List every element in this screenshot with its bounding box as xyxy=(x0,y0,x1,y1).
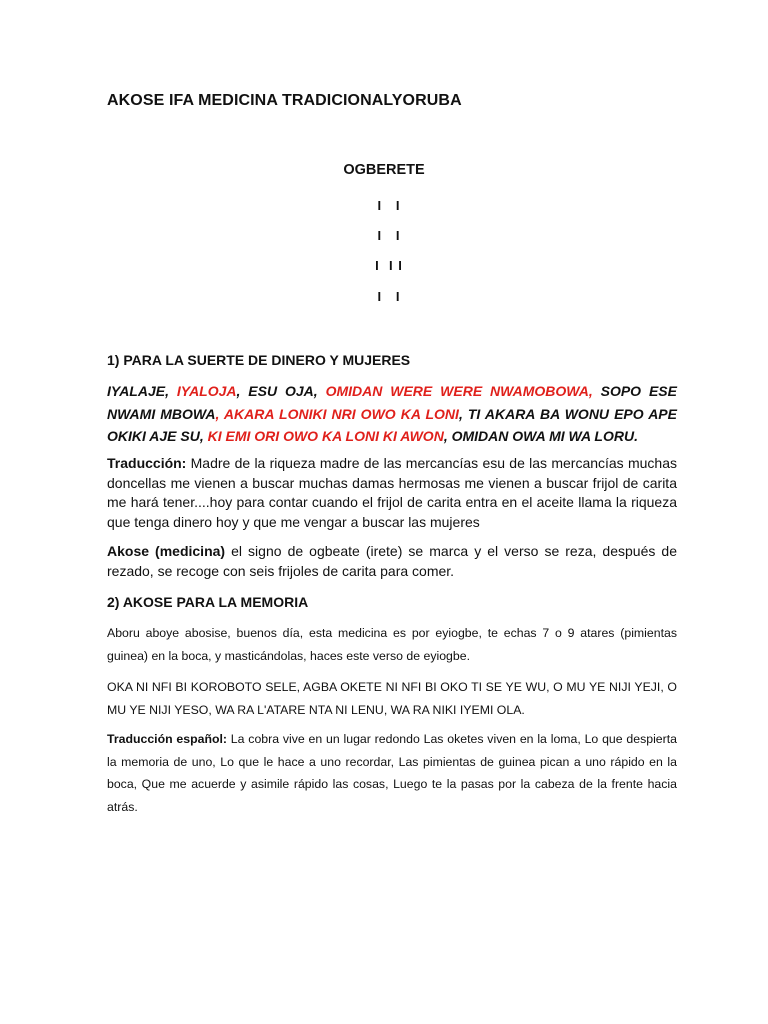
sign-mark-line-1: I I xyxy=(377,198,401,213)
section1-translation xyxy=(107,454,677,532)
verse-segment: , OMIDAN OWA MI WA LORU. xyxy=(443,428,638,444)
verse-segment: , TI AKARA BA WONU EPO APE OKIKI AJE SU, xyxy=(107,405,677,444)
verse-segment-highlight: OMIDAN WERE WERE NWAMOBOWA, xyxy=(325,383,593,399)
sign-mark-line-4: I I xyxy=(377,289,401,304)
translation-label: Traducción: xyxy=(107,455,187,471)
section1-verse xyxy=(107,380,677,448)
section1-akose xyxy=(107,542,677,581)
verse-segment: IYALAJE, xyxy=(107,383,177,399)
document-title: AKOSE IFA MEDICINA TRADICIONALYORUBA xyxy=(107,92,462,109)
verse-segment: , ESU OJA, xyxy=(236,383,326,399)
section1-heading: 1) PARA LA SUERTE DE DINERO Y MUJERES xyxy=(107,352,411,368)
translation-text: La cobra vive en un lugar redondo Las oketes viven en la loma, Lo que despierta la memoria de uno, Lo que le hace a uno recordar, Las pimientas de guinea pican a uno rápido en la boca, Que me acuerde y asimile rápido las cosas, Luego te la pasas por la cabeza de la frente hacia atrás. xyxy=(107,732,677,814)
verse-segment: SOPO ESE NWAMI MBOWA xyxy=(107,383,677,422)
sign-mark-line-2: I I xyxy=(377,228,401,243)
section2-intro: Aboru aboye abosise, buenos día, esta medicina es por eyiogbe, te echas 7 o 9 atares (pimientas guinea) en la boca, y masticándolas, haces este verso de eyiogbe. xyxy=(107,626,677,663)
translation-label: Traducción español: xyxy=(107,732,227,746)
verse-segment-highlight: IYALOJA xyxy=(176,383,237,399)
translation-text: Madre de la riqueza madre de las mercancías esu de las mercancías muchas doncellas me vienen a buscar muchas damas hermosas me vienen a buscar frijol de carita me hará tener....hoy para contar cuando el frijol de carita entra en el aceite llama la riqueza que tenga dinero hoy y que me vengar a buscar las mujeres xyxy=(107,455,677,530)
section2-translation xyxy=(107,728,677,818)
akose-text: el signo de ogbeate (irete) se marca y el verso se reza, después de rezado, se recoge con seis frijoles de carita para comer. xyxy=(107,543,677,579)
sign-name: OGBERETE xyxy=(343,162,425,178)
section2-heading: 2) AKOSE PARA LA MEMORIA xyxy=(107,594,309,610)
verse-segment-highlight: KI EMI ORI OWO KA LONI KI AWON xyxy=(207,428,444,444)
section2-verse: OKA NI NFI BI KOROBOTO SELE, AGBA OKETE NI NFI BI OKO TI SE YE WU, O MU YE NIJI YEJI, O MU YE NIJI YESO, WA RA L'ATARE NTA NI LENU, WA RA NIKI IYEMI OLA. xyxy=(107,680,677,717)
akose-label: Akose (medicina) xyxy=(107,543,226,559)
verse-segment-highlight: , AKARA LONIKI NRI OWO KA LONI xyxy=(215,405,459,422)
sign-mark-line-3: I I I xyxy=(375,258,403,273)
